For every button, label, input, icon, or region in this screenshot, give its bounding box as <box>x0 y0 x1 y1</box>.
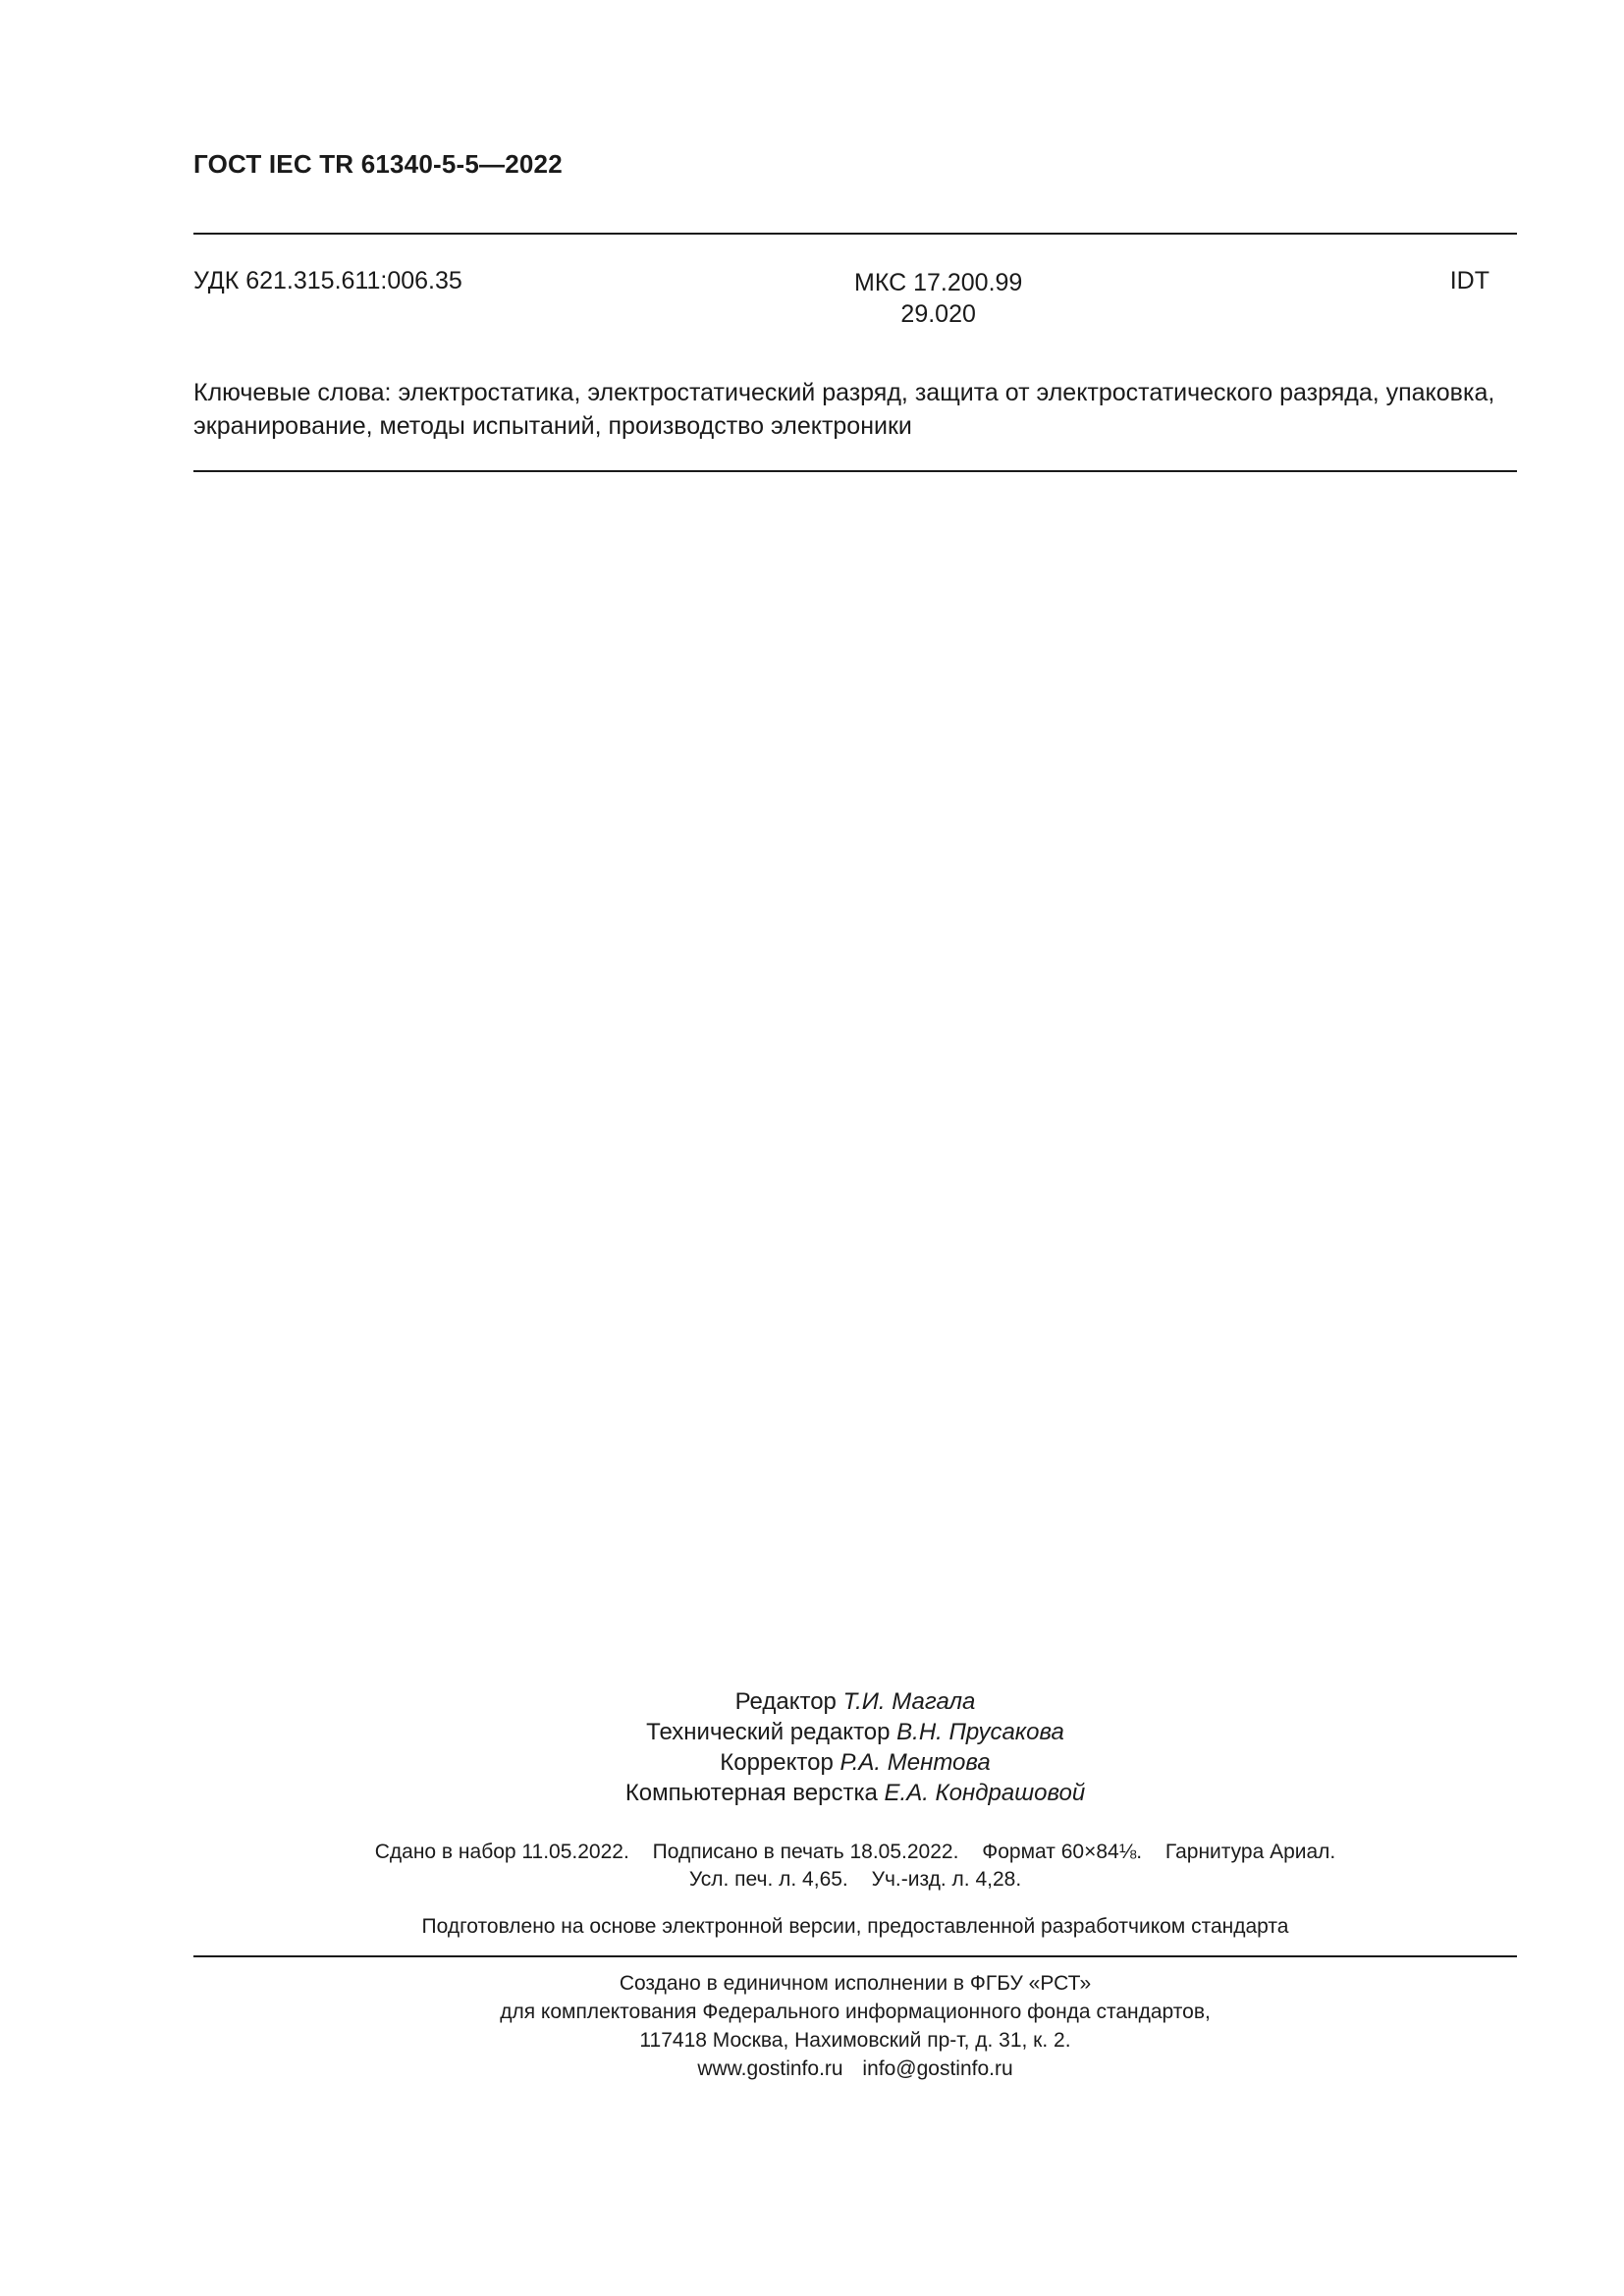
keywords-paragraph: Ключевые слова: электростатика, электростатический разряд, защита от электростатического разряда, упаковка, экранирование, методы испытаний, производство электроники <box>193 379 1495 440</box>
publisher-contacts <box>193 2055 1517 2083</box>
mks-code-primary: МКС 17.200.99 <box>854 269 1023 296</box>
editor-line <box>193 1686 1517 1717</box>
layout-line <box>193 1778 1517 1808</box>
submitted-date: Сдано в набор 11.05.2022. <box>374 1841 629 1863</box>
print-sheets: Усл. печ. л. 4,65. <box>688 1868 848 1891</box>
prepared-note: Подготовлено на основе электронной версии, предоставленной разработчиком стандарта <box>421 1915 1289 1938</box>
editor-label: Редактор <box>734 1688 837 1715</box>
publisher-line-1: Создано в единичном исполнении в ФГБУ «РСТ» <box>619 1972 1092 1995</box>
publisher-line-2: для комплектования Федерального информационного фонда стандартов, <box>500 2001 1211 2023</box>
layout-name: Е.А. Кондрашовой <box>884 1780 1086 1806</box>
print-info-line-2 <box>193 1866 1517 1894</box>
publisher-address: 117418 Москва, Нахимовский пр-т, д. 31, к. 2. <box>639 2029 1071 2052</box>
mks-codes <box>854 267 1022 330</box>
equivalence-degree: IDT <box>1449 267 1489 294</box>
tech-editor-name: В.Н. Прусакова <box>896 1719 1064 1745</box>
keywords-divider <box>193 470 1517 472</box>
typeface: Гарнитура Ариал. <box>1164 1841 1336 1863</box>
tech-editor-label: Технический редактор <box>646 1719 891 1745</box>
publisher-sheets: Уч.-изд. л. 4,28. <box>871 1868 1022 1891</box>
print-info-block <box>193 1839 1517 1894</box>
print-info-line-1 <box>193 1839 1517 1866</box>
proofreader-line <box>193 1747 1517 1778</box>
signed-date: Подписано в печать 18.05.2022. <box>652 1841 959 1863</box>
email-link[interactable]: info@gostinfo.ru <box>862 2057 1013 2080</box>
paper-format: Формат 60×84⅛. <box>982 1841 1143 1863</box>
mks-code-secondary: 29.020 <box>900 300 976 328</box>
top-divider <box>193 233 1517 235</box>
website-link[interactable]: www.gostinfo.ru <box>697 2057 843 2080</box>
editor-name: Т.И. Магала <box>842 1688 976 1715</box>
credits-block <box>193 1686 1517 1808</box>
publisher-block <box>193 1969 1517 2083</box>
tech-editor-line <box>193 1717 1517 1747</box>
layout-label: Компьютерная верстка <box>624 1780 878 1806</box>
proofreader-label: Корректор <box>720 1749 834 1776</box>
publisher-divider <box>193 1955 1517 1957</box>
document-code: ГОСТ IEC TR 61340-5-5—2022 <box>193 149 563 179</box>
udk-code: УДК 621.315.611:006.35 <box>193 267 462 294</box>
proofreader-name: Р.А. Ментова <box>839 1749 991 1776</box>
